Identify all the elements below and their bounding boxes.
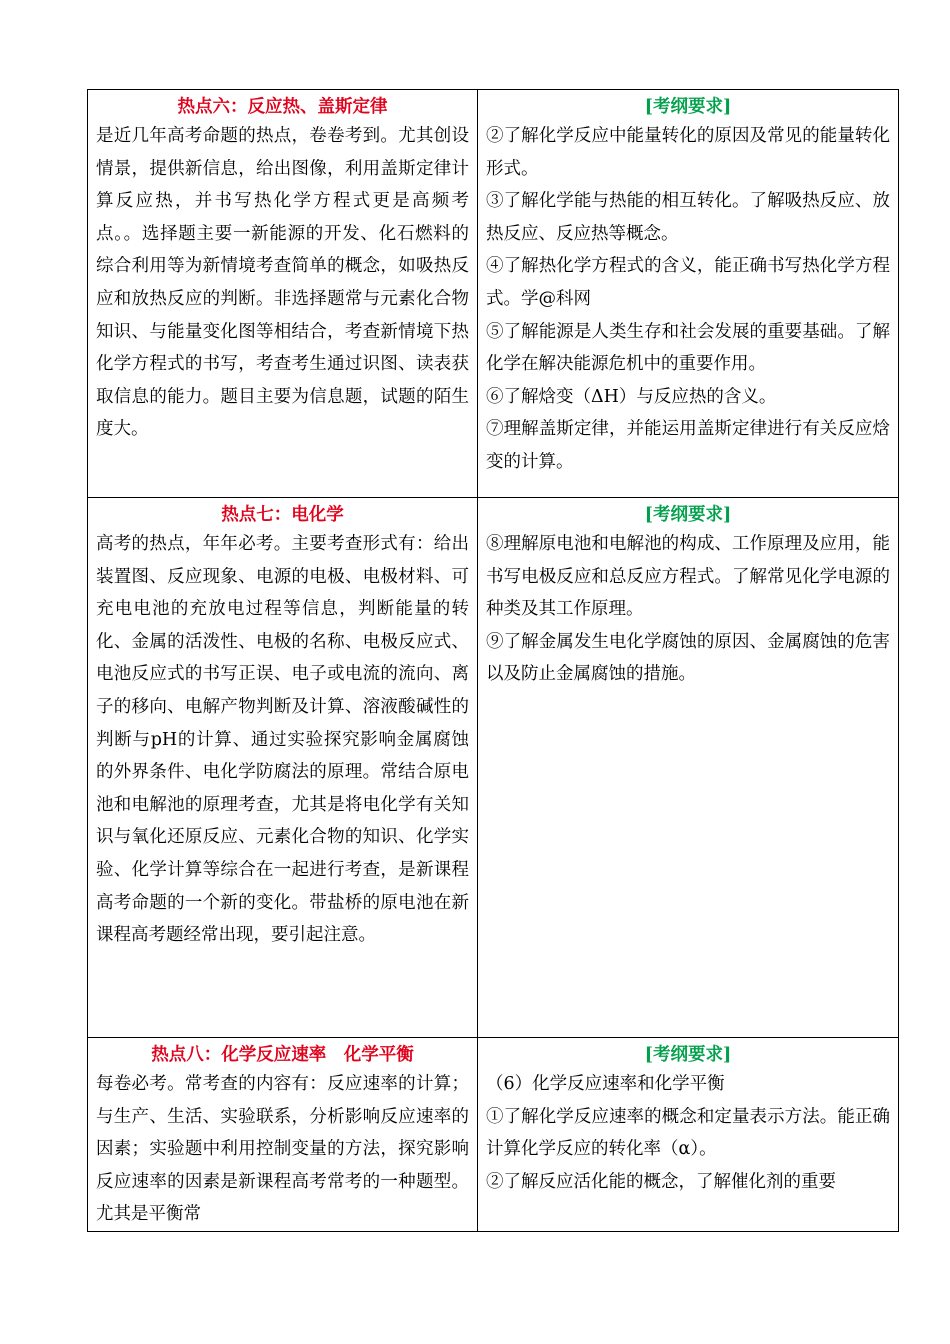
hotspot-cell: [88, 498, 478, 1038]
requirement-cell: [478, 90, 899, 498]
hotspot-title: 热点七：电化学: [221, 505, 344, 525]
requirement-item: ⑦理解盖斯定律，并能运用盖斯定律进行有关反应焓变的计算。: [486, 419, 890, 472]
requirement-item: ③了解化学能与热能的相互转化。了解吸热反应、放热反应、反应热等概念。: [486, 191, 890, 244]
requirement-item: ⑨了解金属发生电化学腐蚀的原因、金属腐蚀的危害以及防止金属腐蚀的措施。: [486, 631, 890, 685]
requirement-title: [考纲要求]: [644, 505, 732, 525]
hotspot-description: 高考的热点，年年必考。主要考查形式有：给出装置图、反应现象、电源的电极、电极材料、可充电电池的充放电过程等信息，判断能量的转化、金属的活泼性、电极的名称、电极反应式、电池反应式的书写正误、电子或电流的流向、离子的移向、电解产物判断及计算、溶液酸碱性的判断与pH的计算、通过实验探究影响金属腐蚀的外界条件、电化学防腐法的原理。常结合原电池和电解池的原理考查，尤其是将电化学有关知识与氧化还原反应、元素化合物的知识、化学实验、化学计算等综合在一起进行考查，是新课程高考命题的一个新的变化。带盐桥的原电池在新课程高考题经常出现，要引起注意。: [96, 534, 469, 946]
hotspot-description: 每卷必考。常考查的内容有：反应速率的计算；与生产、生活、实验联系，分析影响反应速率的因素；实验题中利用控制变量的方法，探究影响反应速率的因素是新课程高考常考的一种题型。尤其是平衡常: [96, 1074, 469, 1225]
requirement-cell: [478, 1038, 899, 1232]
hotspot-cell: [88, 1038, 478, 1232]
requirement-title: [考纲要求]: [644, 97, 732, 117]
requirement-item: ②了解反应活化能的概念，了解催化剂的重要: [486, 1171, 836, 1192]
hotspot-title: 热点六：反应热、盖斯定律: [177, 97, 388, 117]
requirement-item: （6）化学反应速率和化学平衡: [486, 1074, 725, 1094]
hotspot-title: 热点八：化学反应速率 化学平衡: [151, 1045, 414, 1065]
requirement-item: ⑧理解原电池和电解池的构成、工作原理及应用，能书写电极反应和总反应方程式。了解常见化学电源的种类及其工作原理。: [486, 534, 890, 620]
requirement-cell: [478, 498, 899, 1038]
table-row-hotspot-7: [88, 498, 899, 1038]
hotspot-description: 是近几年高考命题的热点，卷卷考到。尤其创设情景，提供新信息，给出图像，利用盖斯定律计算反应热，并书写热化学方程式更是高频考点。。选择题主要一新能源的开发、化石燃料的综合利用等为新情境考查简单的概念，如吸热反应和放热反应的判断。非选择题常与元素化合物知识、与能量变化图等相结合，考查新情境下热化学方程式的书写，考查考生通过识图、读表获取信息的能力。题目主要为信息题，试题的陌生度大。: [96, 126, 469, 440]
table-row-hotspot-8: [88, 1038, 899, 1232]
requirement-item: ⑤了解能源是人类生存和社会发展的重要基础。了解化学在解决能源危机中的重要作用。: [486, 321, 890, 375]
requirement-title: [考纲要求]: [644, 1045, 732, 1065]
hotspot-cell: [88, 90, 478, 498]
table-row-hotspot-6: [88, 90, 899, 498]
exam-outline-table: [87, 89, 899, 1232]
requirement-item: ④了解热化学方程式的含义，能正确书写热化学方程式。学@科网: [486, 256, 890, 309]
requirement-item: ①了解化学反应速率的概念和定量表示方法。能正确计算化学反应的转化率（α）。: [486, 1106, 890, 1160]
requirement-item: ②了解化学反应中能量转化的原因及常见的能量转化形式。: [486, 126, 890, 179]
requirement-item: ⑥了解焓变（ΔH）与反应热的含义。: [486, 386, 777, 407]
